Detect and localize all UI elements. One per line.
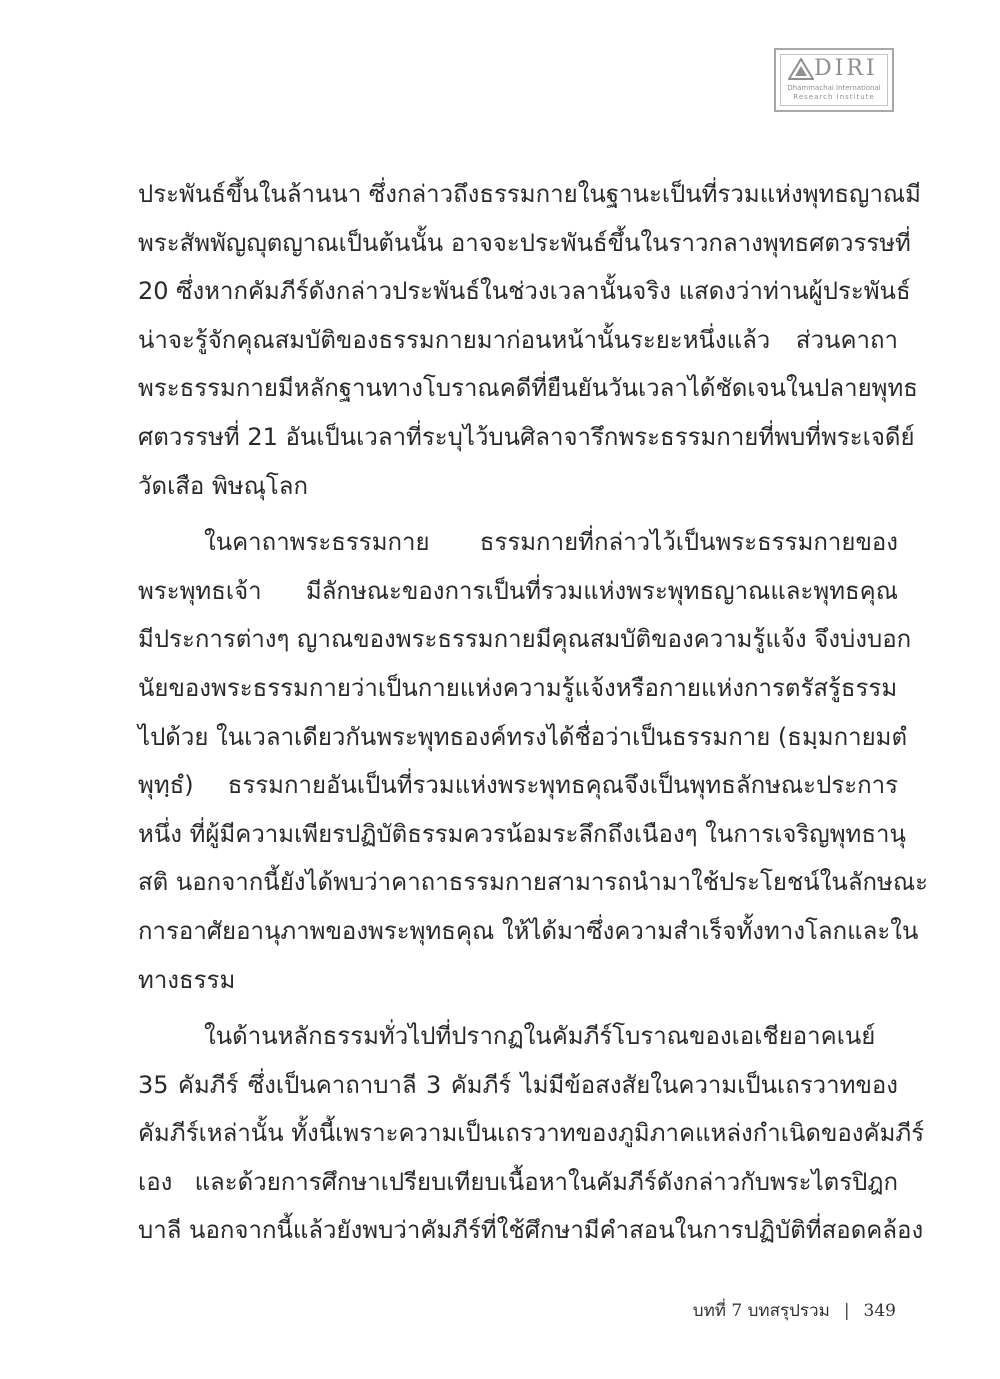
text-line: เอง และด้วยการศึกษาเปรียบเทียบเนื้อหาในคัมภีร์ดังกล่าวกับพระไตรปิฎก — [138, 1167, 898, 1196]
text-line: พระพุทธเจ้า มีลักษณะของการเป็นที่รวมแห่งพระพุทธญาณและพุทธคุณ — [138, 576, 898, 605]
footer-separator: | — [843, 1300, 850, 1321]
paragraph — [138, 170, 921, 510]
page-footer — [693, 1297, 896, 1324]
logo-subtitle-line1: Dhammachai International — [787, 84, 881, 92]
diri-logo — [774, 48, 894, 112]
text-line: ทางธรรม — [138, 965, 236, 994]
text-line: การอาศัยอานุภาพของพระพุทธคุณ ให้ได้มาซึ่งความสำเร็จทั้งทางโลกและใน — [138, 916, 919, 945]
text-line: ในด้านหลักธรรมทั่วไปที่ปรากฏในคัมภีร์โบราณของเอเชียอาคเนย์ — [204, 1022, 876, 1051]
paragraph-gap — [138, 1004, 898, 1012]
text-line: 20 ซึ่งหากคัมภีร์ดังกล่าวประพันธ์ในช่วงเวลานั้นจริง แสดงว่าท่านผู้ประพันธ์ — [138, 277, 911, 306]
text-line: พระธรรมกายมีหลักฐานทางโบราณคดีที่ยืนยันวันเวลาได้ชัดเจนในปลายพุทธ — [138, 374, 918, 403]
text-line: นัยของพระธรรมกายว่าเป็นกายแห่งความรู้แจ้งหรือกายแห่งการตรัสรู้ธรรม — [138, 673, 898, 702]
logo-name: DIRI — [814, 56, 878, 81]
chapter-title: บทที่ 7 บทสรุปรวม — [692, 1301, 830, 1321]
text-line: มีประการต่างๆ ญาณของพระธรรมกายมีคุณสมบัติของความรู้แจ้ง จึงบ่งบอก — [138, 625, 912, 654]
text-line: วัดเสือ พิษณุโลก — [138, 471, 308, 500]
text-line: ประพันธ์ขึ้นในล้านนา ซึ่งกล่าวถึงธรรมกายในฐานะเป็นที่รวมแห่งพุทธญาณมี — [138, 180, 921, 208]
text-line: 35 คัมภีร์ ซึ่งเป็นคาถาบาลี 3 คัมภีร์ ไม่มีข้อสงสัยในความเป็นเถรวาทของ — [138, 1070, 898, 1099]
text-line: บาลี นอกจากนี้แล้วยังพบว่าคัมภีร์ที่ใช้ศึกษามีคำสอนในการปฏิบัติที่สอดคล้อง — [138, 1216, 924, 1245]
paragraph — [138, 1012, 925, 1255]
text-line: ไปด้วย ในเวลาเดียวกันพระพุทธองค์ทรงได้ชื่อว่าเป็นธรรมกาย (ธมฺมกายมตํ — [138, 722, 908, 751]
page-number: 349 — [863, 1300, 896, 1321]
body-text — [138, 170, 929, 1255]
text-line: น่าจะรู้จักคุณสมบัติของธรรมกายมาก่อนหน้านั้นระยะหนึ่งแล้ว ส่วนคาถา — [138, 325, 898, 354]
logo-subtitle-line2: Research Institute — [793, 93, 875, 101]
text-line: ศตวรรษที่ 21 อันเป็นเวลาที่ระบุไว้บนศิลาจารึกพระธรรมกายที่พบที่พระเจดีย์ — [138, 422, 915, 451]
text-line: ในคาถาพระธรรมกาย ธรรมกายที่กล่าวไว้เป็นพระธรรมกายของ — [204, 528, 898, 557]
text-line: สติ นอกจากนี้ยังได้พบว่าคาถาธรรมกายสามารถนำมาใช้ประโยชน์ในลักษณะ — [138, 868, 929, 897]
paragraph — [138, 518, 929, 1004]
text-line: พระสัพพัญญุตญาณเป็นต้นนั้น อาจจะประพันธ์ขึ้นในราวกลางพุทธศตวรรษที่ — [138, 228, 911, 257]
text-line: พุทฺธํ) ธรรมกายอันเป็นที่รวมแห่งพระพุทธคุณจึงเป็นพุทธลักษณะประการ — [138, 771, 898, 800]
triangle-logo-icon — [788, 58, 814, 80]
paragraph-gap — [138, 510, 898, 518]
text-line: หนึ่ง ที่ผู้มีความเพียรปฏิบัติธรรมควรน้อมระลึกถึงเนืองๆ ในการเจริญพุทธานุ — [138, 819, 906, 848]
text-line: คัมภีร์เหล่านั้น ทั้งนี้เพราะความเป็นเถรวาทของภูมิภาคแหล่งกำเนิดของคัมภีร์ — [138, 1119, 925, 1148]
